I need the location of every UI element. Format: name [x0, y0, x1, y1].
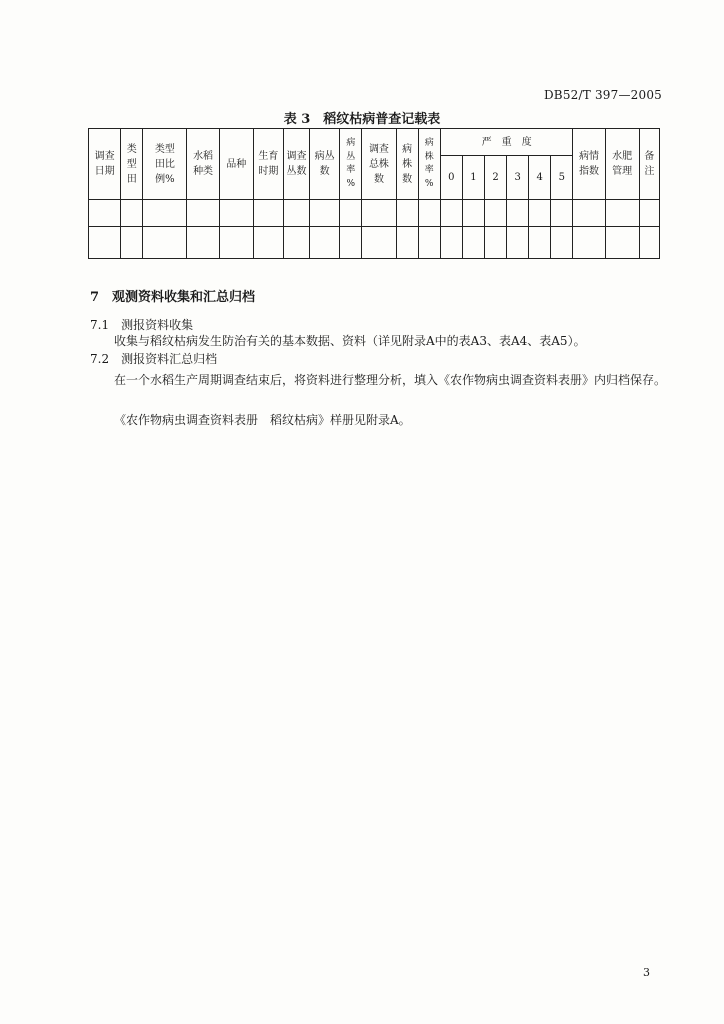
header-remarks: 备注	[639, 129, 659, 200]
severity-level: 5	[551, 156, 573, 200]
header-water-fertilizer: 水肥 管理	[605, 129, 639, 200]
paragraph-note: 《农作物病虫调查资料表册 稻纹枯病》样册见附录A。	[114, 413, 411, 427]
section-heading: 7 观测资料收集和汇总归档	[90, 290, 256, 305]
severity-level: 0	[440, 156, 462, 200]
header-field-type: 类 型 田	[121, 129, 143, 200]
header-severity: 严 重 度	[440, 129, 573, 156]
header-variety: 品种	[219, 129, 253, 200]
severity-level: 2	[484, 156, 506, 200]
severity-level: 3	[507, 156, 529, 200]
header-diseased-plants: 病 株 数	[396, 129, 418, 200]
document-code: DB52/T 397—2005	[543, 88, 662, 102]
header-survey-date: 调查 日期	[89, 129, 121, 200]
subsection-title: 7.1 测报资料收集	[90, 318, 194, 332]
table-title: 表 3 稻纹枯病普查记载表	[283, 112, 441, 127]
page-number: 3	[643, 966, 650, 979]
table-row	[89, 200, 660, 227]
subsection-title: 7.2 测报资料汇总归档	[90, 352, 218, 366]
header-diseased-clusters: 病丛 数	[310, 129, 340, 200]
survey-record-table	[88, 128, 660, 259]
header-field-ratio: 类型 田比 例%	[143, 129, 187, 200]
paragraph: 在一个水稻生产周期调查结束后，将资料进行整理分析，填入《农作物病虫调查资料表册》内归档保存。	[114, 373, 667, 387]
severity-level: 4	[529, 156, 551, 200]
header-surveyed-clusters: 调查 丛数	[283, 129, 309, 200]
paragraph: 收集与稻纹枯病发生防治有关的基本数据、资料（详见附录A中的表A3、表A4、表A5）。	[114, 334, 586, 348]
severity-level: 1	[462, 156, 484, 200]
table-row	[89, 227, 660, 259]
header-cluster-rate: 病 丛 率 %	[340, 129, 362, 200]
header-total-plants: 调查 总株 数	[362, 129, 396, 200]
header-plant-rate: 病 株 率 %	[418, 129, 440, 200]
header-rice-type: 水稻 种类	[187, 129, 219, 200]
header-growth-stage: 生育 时期	[253, 129, 283, 200]
header-disease-index: 病情 指数	[573, 129, 605, 200]
